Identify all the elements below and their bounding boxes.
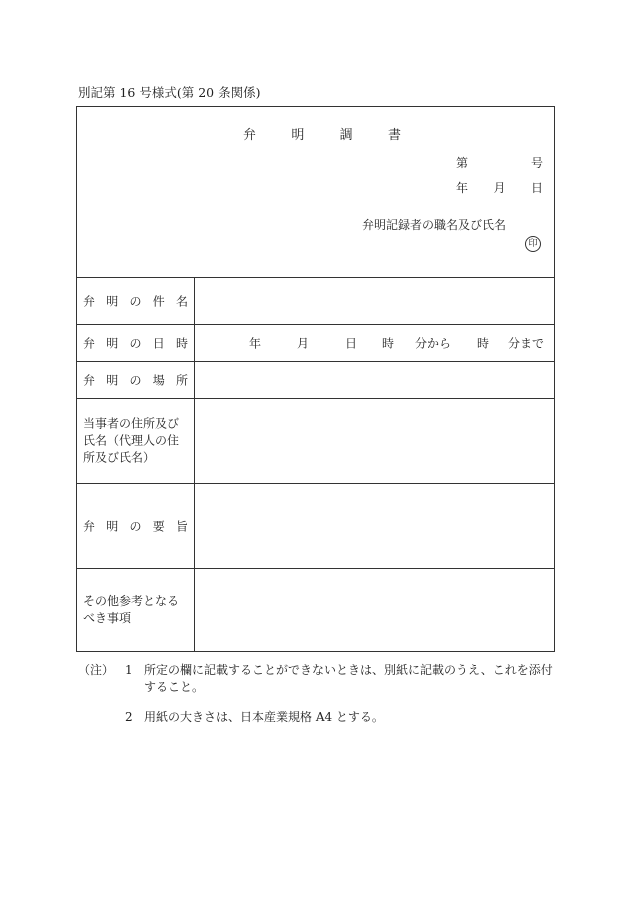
- unit-day: 日: [345, 336, 358, 351]
- row-datetime: [77, 325, 554, 362]
- form-header: [77, 107, 554, 278]
- label-datetime: 弁 明 の 日 時: [83, 336, 188, 351]
- number-label: 第: [456, 156, 469, 170]
- title-char: 弁: [243, 128, 257, 143]
- unit-hour: 時: [382, 336, 395, 351]
- number-suffix: 号: [530, 156, 543, 170]
- document-number: [456, 154, 543, 171]
- day-label: 日: [530, 181, 543, 195]
- form-title: [243, 124, 401, 143]
- label-party: 当事者の住所及び氏名（代理人の住所及び氏名）: [83, 416, 180, 465]
- row-subject: [77, 277, 554, 325]
- label-subject: 弁 明 の 件 名: [83, 294, 188, 308]
- title-char: 明: [291, 128, 305, 143]
- label-place: 弁 明 の 場 所: [83, 373, 188, 388]
- row-party: [77, 399, 554, 484]
- seal-mark: 印: [525, 236, 541, 252]
- statement-form: [76, 106, 555, 652]
- year-label: 年: [456, 181, 469, 195]
- month-label: 月: [493, 181, 506, 195]
- note-number: 2: [125, 710, 133, 724]
- note-text: 所定の欄に記載することができないときは、別紙に記載のうえ、これを添付すること。: [144, 663, 553, 694]
- recorder-label: 弁明記録者の職名及び氏名: [362, 218, 507, 232]
- label-summary: 弁 明 の 要 旨: [83, 519, 188, 534]
- unit-hour-to: 時: [477, 336, 490, 351]
- unit-month: 月: [297, 336, 310, 351]
- title-char: 書: [387, 128, 401, 143]
- label-other: その他参考となるべき事項: [83, 594, 180, 625]
- row-place: [77, 362, 554, 399]
- note-mark: （注）: [78, 663, 115, 677]
- title-char: 調: [339, 128, 353, 143]
- form-number: 別記第 16 号様式(第 20 条関係): [78, 85, 261, 100]
- row-other: [77, 569, 554, 651]
- row-summary: [77, 484, 554, 569]
- unit-minute-to: 分まで: [508, 336, 545, 351]
- note-text: 用紙の大きさは、日本産業規格 A4 とする。: [144, 710, 384, 724]
- datetime-units: [195, 325, 554, 361]
- unit-minute-from: 分から: [415, 336, 452, 351]
- note-number: 1: [125, 663, 133, 677]
- unit-year: 年: [249, 336, 262, 351]
- document-date: [456, 179, 543, 196]
